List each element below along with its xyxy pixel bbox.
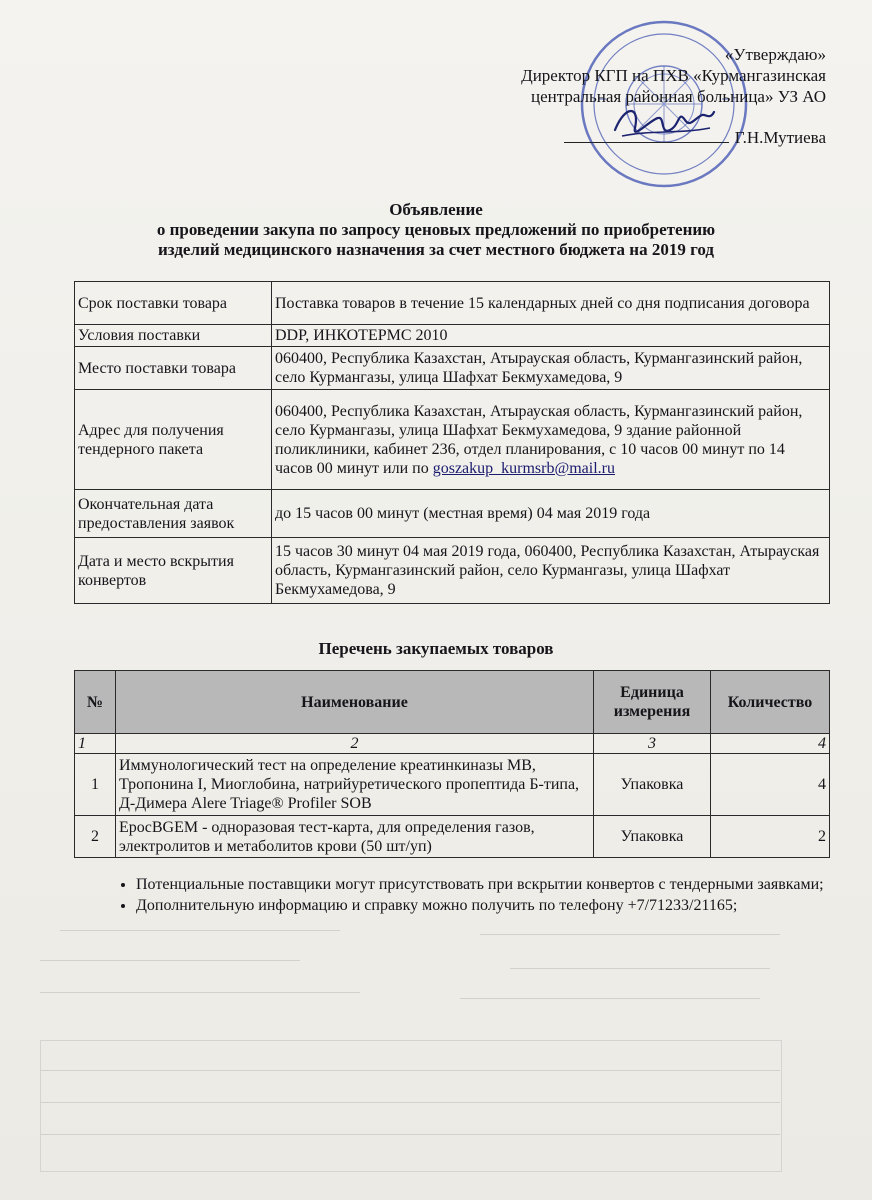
table-row xyxy=(75,390,830,490)
column-number: 3 xyxy=(594,734,711,754)
item-quantity: 4 xyxy=(711,754,830,816)
item-name: Иммунологический тест на определение креатинкиназы МВ, Тропонина I, Миоглобина, натрийуретического пропептида Б-типа, Д-Димера Alere Triage® Profiler SOB xyxy=(116,754,594,816)
title-line-2: о проведении закупа по запросу ценовых предложений по приобретению xyxy=(156,220,716,239)
info-label: Окончательная дата предоставления заявок xyxy=(75,490,272,538)
column-number: 1 xyxy=(75,734,116,754)
item-unit: Упаковка xyxy=(594,816,711,858)
table-row xyxy=(75,816,830,858)
table-row xyxy=(75,538,830,604)
goods-list-title: Перечень закупаемых товаров xyxy=(318,639,554,658)
procurement-info-table xyxy=(74,281,830,604)
table-row xyxy=(75,282,830,325)
info-label: Условия поставки xyxy=(75,325,272,347)
approval-director-line: Директор КГП на ПХВ «Курмангазинская xyxy=(521,66,826,85)
info-label: Адрес для получения тендерного пакета xyxy=(75,390,272,490)
column-number: 4 xyxy=(711,734,830,754)
table-row xyxy=(75,325,830,347)
col-header-unit: Единица измерения xyxy=(594,671,711,734)
info-value-text: 060400, Республика Казахстан, Атырауская область, Курмангазинский район, село Курмангазы, улица Шафхат Бекмухамедова, 9 здание районной поликлиники, кабинет 236, отдел планирования, с 10 часов 00 минут по 14 часов 00 минут или по xyxy=(275,402,803,477)
approval-stamp-text: «Утверждаю» xyxy=(724,45,826,64)
info-label: Срок поставки товара xyxy=(75,282,272,325)
info-value: 060400, Республика Казахстан, Атырауская область, Курмангазинский район, село Курмангазы, улица Шафхат Бекмухамедова, 9 xyxy=(272,347,830,390)
item-number: 1 xyxy=(75,754,116,816)
info-value: Поставка товаров в течение 15 календарных дней со дня подписания договора xyxy=(272,282,830,325)
info-value: DDP, ИНКОТЕРМС 2010 xyxy=(272,325,830,347)
item-name: EpocBGEM - одноразовая тест-карта, для определения газов, электролитов и метаболитов крови (50 шт/уп) xyxy=(116,816,594,858)
info-label: Место поставки товара xyxy=(75,347,272,390)
table-row xyxy=(75,347,830,390)
column-number: 2 xyxy=(116,734,594,754)
col-header-name: Наименование xyxy=(116,671,594,734)
item-unit: Упаковка xyxy=(594,754,711,816)
item-quantity: 2 xyxy=(711,816,830,858)
info-value xyxy=(272,390,830,490)
document-title xyxy=(0,200,872,260)
title-line-1: Объявление xyxy=(389,200,483,219)
approval-org-line: центральная районная больница» УЗ АО xyxy=(530,87,826,106)
table-header-row xyxy=(75,671,830,734)
table-row xyxy=(75,754,830,816)
list-item: • Дополнительную информацию и справку можно получить по телефону +7/71233/21165; xyxy=(136,896,856,915)
goods-table xyxy=(74,670,830,858)
info-value: до 15 часов 00 минут (местная время) 04 мая 2019 года xyxy=(272,490,830,538)
signer-name: Г.Н.Мутиева xyxy=(734,128,826,147)
col-header-number: № xyxy=(75,671,116,734)
bleed-through-text xyxy=(40,920,830,1180)
title-line-3: изделий медицинского назначения за счет местного бюджета на 2019 год xyxy=(158,240,714,259)
signature-line xyxy=(564,142,729,143)
table-row xyxy=(75,490,830,538)
email-link[interactable]: goszakup_kurmsrb@mail.ru xyxy=(432,459,615,477)
col-header-quantity: Количество xyxy=(711,671,830,734)
info-label: Дата и место вскрытия конвертов xyxy=(75,538,272,604)
list-item: • Потенциальные поставщики могут присутствовать при вскрытии конвертов с тендерными заявками; xyxy=(136,875,856,894)
info-value: 15 часов 30 минут 04 мая 2019 года, 060400, Республика Казахстан, Атырауская область, Курмангазинский район, село Курмангазы, улица Шафхат Бекмухамедова, 9 xyxy=(272,538,830,604)
approval-block xyxy=(521,44,826,148)
item-number: 2 xyxy=(75,816,116,858)
column-number-row xyxy=(75,734,830,754)
notes-list xyxy=(100,875,856,917)
